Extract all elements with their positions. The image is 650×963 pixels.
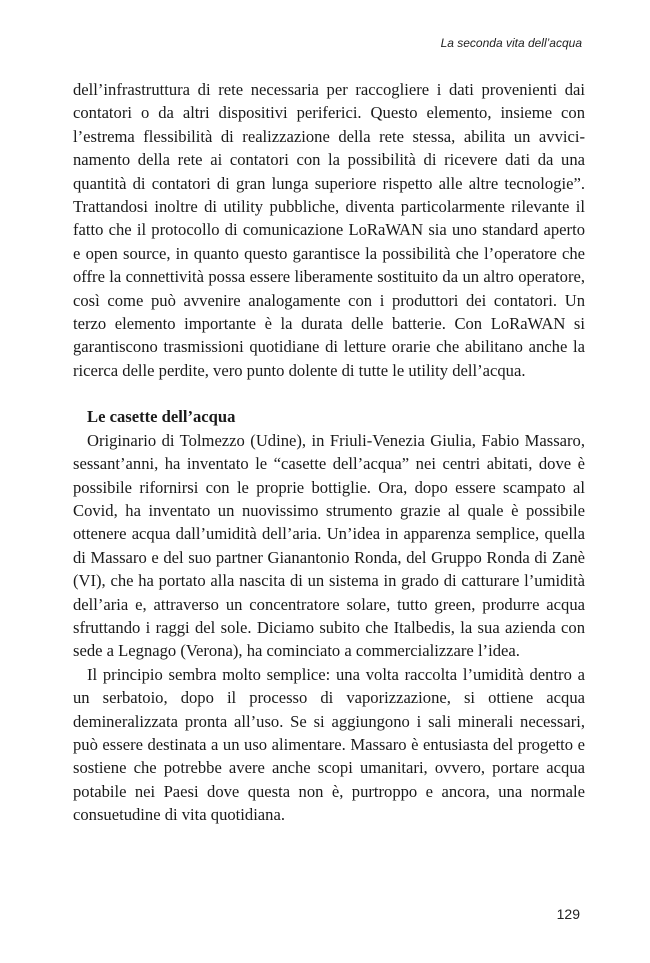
running-head: La seconda vita dell’acqua [440,36,582,50]
paragraph-3: Il principio sembra molto semplice: una volta raccolta l’umidità dentro a un serbatoio, dopo il processo di vaporizzazione, si ottiene acqua demineralizzata pronta all’uso. Se si aggiungono i sali minerali necessari, può essere destinata a un uso alimentare. Massaro è entusiasta del progetto e sostiene che potrebbe avere anche scopi umanitari, ovvero, portare acqua potabile nei Paesi dove questa non è, purtroppo e ancora, una normale consuetudine di vita quotidiana. [73,664,585,825]
body-text [73,78,585,827]
page-number: 129 [556,906,580,922]
paragraph-1: dell’infrastruttura di rete necessaria per raccogliere i dati provenienti dai contatori o da altri dispositivi periferici. Questo elemento, insieme con l’estrema flessibilità di realizzazione della rete stessa, abilita un avvicinamento della rete ai contatori con la possibilità di ricevere dati da una quantità di contatori di gran lunga superiore rispetto alle altre tecnologie”. Trattandosi inoltre di utility pubbliche, diventa particolarmente rilevante il fatto che il protocollo di comunicazione LoRaWAN sia uno standard aperto e open source, in quanto questo garantisce la possibilità che l’operatore che offre la connettività possa essere liberamente sostituito da un altro operatore, così come può avvenire analogamente con i produttori dei contatori. Un terzo elemento importante è la durata delle batterie. Con LoRaWAN si garantiscono trasmissioni quotidiane di letture orarie che abilitano anche la ricerca delle perdite, vero punto dolente di tutte le utility dell’acqua. [73,80,585,380]
section-heading: Le casette dell’acqua [87,407,236,427]
paragraph-2: Originario di Tolmezzo (Udine), in Friuli-Venezia Giulia, Fabio Massaro, sessant’anni, ha inventato le “casette dell’acqua” nei centri abitati, dove è possibile rifornirsi con le proprie bottiglie. Ora, dopo essere scampato al Covid, ha inventato un nuovissimo strumento grazie al quale è possibile ottenere acqua dall’umidità dell’aria. Un’idea in apparenza semplice, quella di Massaro e del suo partner Gianantonio Ronda, del Gruppo Ronda di Zanè (VI), che ha portato alla nascita di un sistema in grado di catturare l’umidità dell’aria e, attraverso un concentratore solare, tutto green, produrre acqua sfruttando i raggi del sole. Diciamo subito che Italbedis, la sua azienda con sede a Legnago (Verona), ha cominciato a commercializzare l’idea. [73,430,585,661]
